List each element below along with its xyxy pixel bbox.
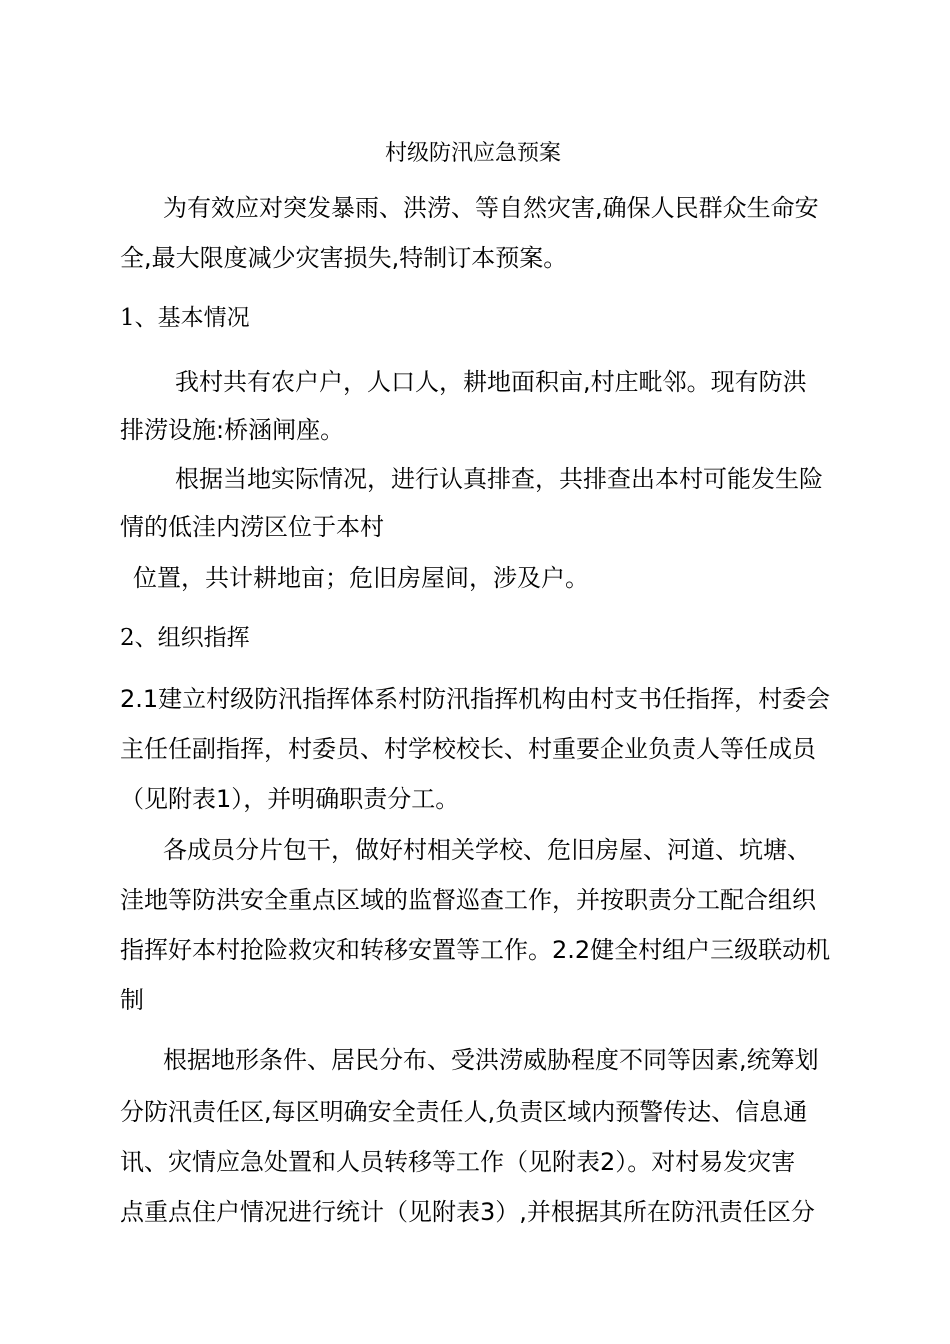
section-2-para3-line-2: 分防汛责任区,每区明确安全责任人,负责区域内预警传达、信息通 [120,1098,808,1126]
section-2-para3-line-3: 讯、灾情应急处置和人员转移等工作（见附表2）。对村易发灾害 [120,1148,796,1176]
section-2-para2-line-1: 各成员分片包干，做好村相关学校、危旧房屋、河道、坑塘、 [163,836,811,864]
section-2-para1-line-2: 主任任副指挥，村委员、村学校校长、村重要企业负责人等任成员 [120,735,816,763]
section-1-para2-line-1: 根据当地实际情况，进行认真排查，共排查出本村可能发生险 [175,465,823,493]
section-1-para1-line-2: 排涝设施:桥涵闸座。 [120,416,345,444]
section-2-para2-line-4: 制 [120,986,144,1014]
intro-line-2: 全,最大限度减少灾害损失,特制订本预案。 [120,244,568,272]
document-title: 村级防汛应急预案 [385,141,562,166]
section-1-heading: 1、基本情况 [120,305,250,331]
section-2-para3-line-1: 根据地形条件、居民分布、受洪涝威胁程度不同等因素,统筹划 [163,1046,819,1074]
section-2-para2-line-2: 洼地等防洪安全重点区域的监督巡查工作，并按职责分工配合组织 [120,886,816,914]
section-2-para3-line-4: 点重点住户情况进行统计（见附表3）,并根据其所在防汛责任区分 [120,1198,815,1226]
intro-line-1: 为有效应对突发暴雨、洪涝、等自然灾害,确保人民群众生命安 [163,194,819,222]
section-2-para2-line-3: 指挥好本村抢险救灾和转移安置等工作。2.2健全村组户三级联动机 [120,936,831,964]
section-2-heading: 2、组织指挥 [120,625,250,651]
section-2-para1-line-3: （见附表1），并明确职责分工。 [120,785,460,813]
section-1-para1-line-1: 我村共有农户户，人口人，耕地面积亩,村庄毗邻。现有防洪 [175,368,807,396]
section-2-para1-line-1: 2.1建立村级防汛指挥体系村防汛指挥机构由村支书任指挥，村委会 [120,685,831,713]
section-1-para2-line-3: 位置，共计耕地亩；危旧房屋间，涉及户。 [133,564,589,592]
section-1-para2-line-2: 情的低洼内涝区位于本村 [120,513,384,541]
